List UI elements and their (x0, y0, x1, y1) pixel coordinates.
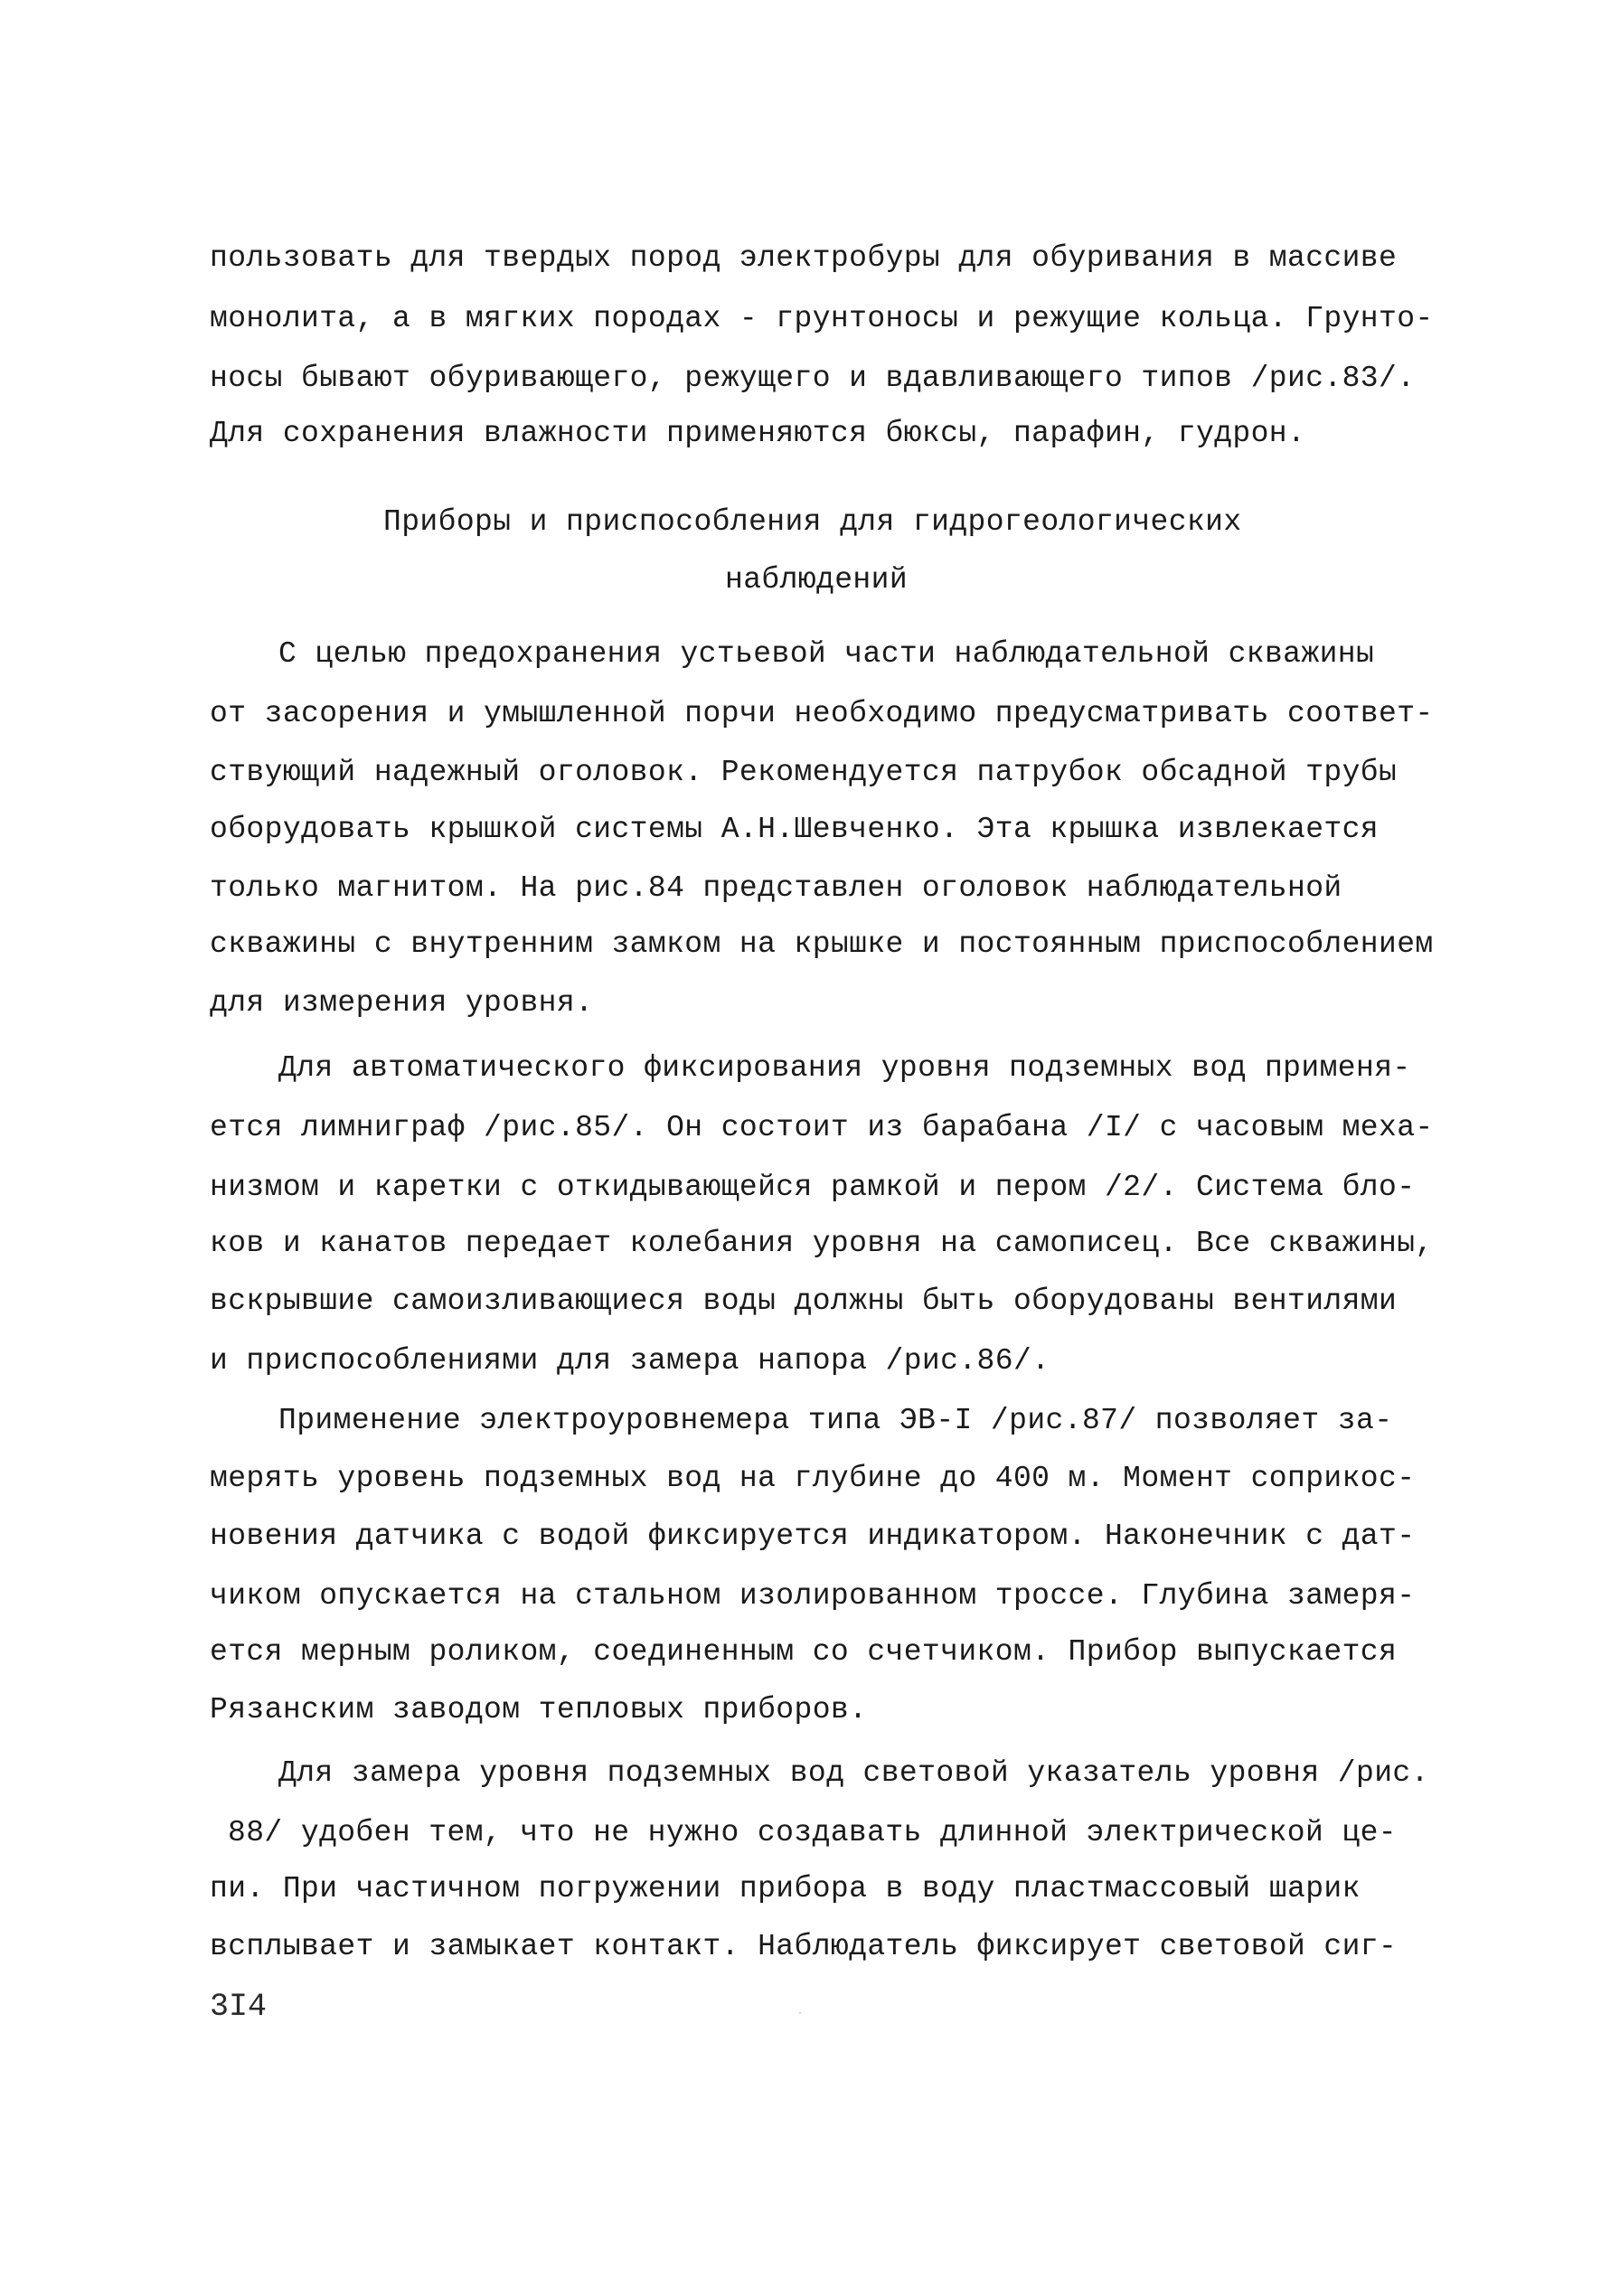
paragraph-2-line-5: вскрывшие самоизливающиеся воды должны быть оборудованы вентилями (210, 1284, 1398, 1318)
scan-speck (799, 2012, 801, 2014)
paragraph-1-line-4: оборудовать крышкой системы А.Н.Шевченко. Эта крышка извлекается (210, 813, 1380, 846)
paragraph-1-line-2: от засорения и умышленной порчи необходимо предусматривать соответ- (210, 697, 1434, 730)
paragraph-1-line-3: ствующий надежный оголовок. Рекомендуется патрубок обсадной трубы (210, 756, 1398, 789)
paragraph-1-line-7: для измерения уровня. (210, 986, 594, 1020)
paragraph-3-line-3: новения датчика с водой фиксируется индикатором. Наконечник с дат- (210, 1520, 1416, 1553)
section-title-line-1: Приборы и приспособления для гидрогеологических (383, 505, 1242, 539)
paragraph-2-line-6: и приспособлениями для замера напора /рис.86/. (210, 1344, 1050, 1378)
paragraph-3-line-5: ется мерным роликом, соединенным со счетчиком. Прибор выпускается (210, 1635, 1398, 1669)
paragraph-2-line-1: Для автоматического фиксирования уровня подземных вод применя- (278, 1051, 1411, 1085)
paragraph-3-line-4: чиком опускается на стальном изолированном троссе. Глубина замеря- (210, 1579, 1416, 1613)
intro-line-2: монолита, а в мягких породах - грунтоносы и режущие кольца. Грунто- (210, 302, 1434, 335)
paragraph-1-line-5: только магнитом. На рис.84 представлен оголовок наблюдательной (210, 871, 1342, 905)
paragraph-3-line-2: мерять уровень подземных вод на глубине до 400 м. Момент соприкос- (210, 1462, 1416, 1495)
intro-line-3: носы бывают обуривающего, режущего и вдавливающего типов /рис.83/. (210, 362, 1416, 395)
paragraph-4-line-4: всплывает и замыкает контакт. Наблюдатель фиксирует световой сиг- (210, 1930, 1398, 1963)
paragraph-4-line-2: 88/ удобен тем, что не нужно создавать длинной электрической це- (228, 1816, 1398, 1849)
paragraph-2-line-4: ков и канатов передает колебания уровня на самописец. Все скважины, (210, 1227, 1434, 1260)
paragraph-3-line-1: Применение электроуровнемера типа ЭВ-I /рис.87/ позволяет за- (278, 1404, 1393, 1437)
paragraph-1-line-6: скважины с внутренним замком на крышке и постоянным приспособлением (210, 927, 1434, 961)
intro-line-1: пользовать для твердых пород электробуры для обуривания в массиве (210, 241, 1398, 275)
paragraph-4-line-1: Для замера уровня подземных вод световой указатель уровня /рис. (278, 1756, 1429, 1790)
section-title-line-2: наблюдений (725, 563, 909, 597)
paragraph-1-line-1: С целью предохранения устьевой части наблюдательной скважины (278, 637, 1375, 671)
intro-line-4: Для сохранения влажности применяются бюксы, парафин, гудрон. (210, 417, 1306, 450)
paragraph-3-line-6: Рязанским заводом тепловых приборов. (210, 1693, 868, 1727)
paragraph-2-line-2: ется лимниграф /рис.85/. Он состоит из барабана /I/ с часовым меха- (210, 1111, 1434, 1144)
page-number: 3I4 (210, 1989, 268, 2025)
paragraph-4-line-3: пи. При частичном погружении прибора в воду пластмассовый шарик (210, 1872, 1361, 1905)
paragraph-2-line-3: низмом и каретки с откидывающейся рамкой и пером /2/. Система бло- (210, 1171, 1416, 1204)
